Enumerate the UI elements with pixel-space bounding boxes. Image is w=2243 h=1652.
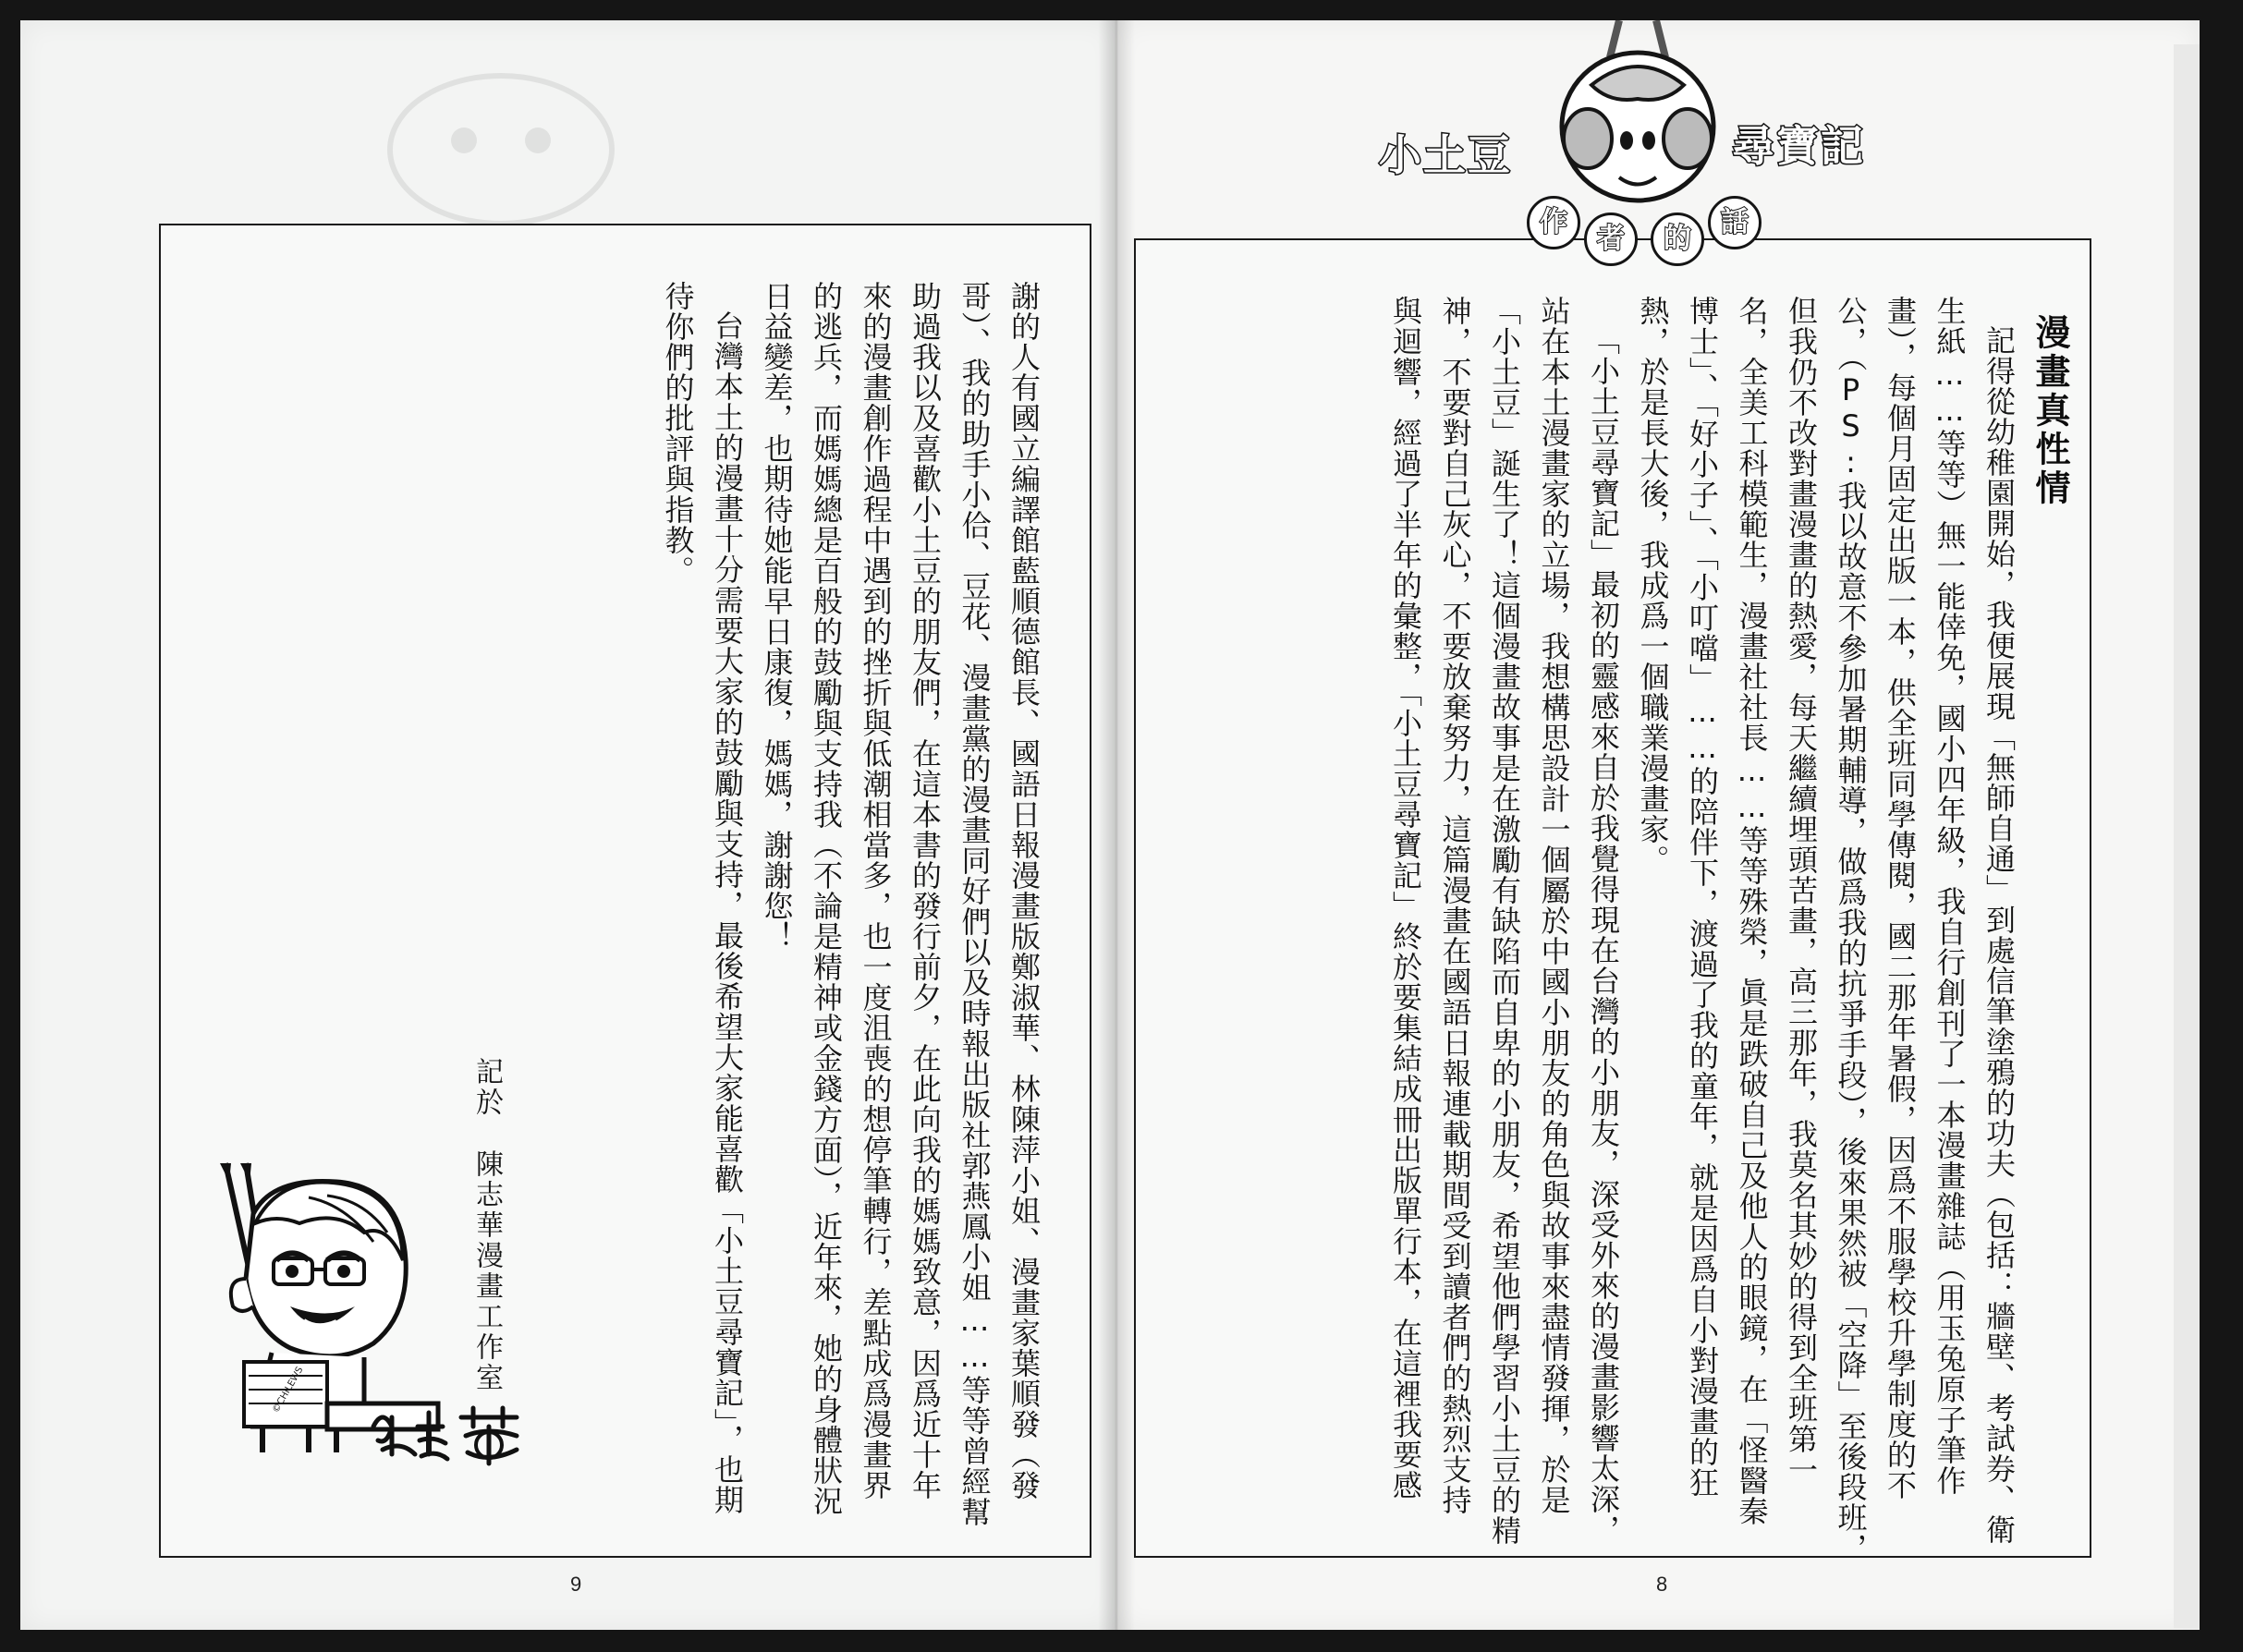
book-spread [20,20,2200,1630]
logo-subtitle-char-1: 作 [1527,196,1580,249]
left-text-column-8: 待你們的批評與指教。 [660,281,696,586]
right-text-column-11: 「小土豆」誕生了！這個漫畫故事是在激勵有缺陷而自卑的小朋友，希望他們學習小土豆的精 [1487,296,1522,1546]
left-text-column-6: 日益變差，也期待她能早日康復，媽媽，謝謝您！ [759,281,795,952]
page-number-right: 8 [1656,1573,1668,1596]
logo-subtitle-char-4: 話 [1708,196,1761,249]
logo-subtitle-char-3: 的 [1651,213,1704,266]
right-text-column-6: 名，全美工科模範生，漫畫社社長……等等殊榮，眞是跌破自己及他人的眼鏡，在「怪醫秦 [1734,296,1770,1526]
book-logo [1379,20,1896,270]
section-heading: 漫畫真性情 [2030,314,2070,508]
right-text-column-13: 與迴響，經過了半年的彙整，「小土豆尋寶記」終於要集結成冊出版單行本，在這裡我要感 [1388,296,1423,1500]
right-text-column-12: 神，不要對自己灰心，不要放棄努力，這篇漫畫在國語日報連載期間受到讀者們的熱烈支持 [1437,296,1473,1515]
right-text-column-10: 站在本土漫畫家的立場，我想構思設計一個屬於中國小朋友的角色與故事來盡情發揮，於是 [1536,296,1572,1515]
right-text-column-1: 記得從幼稚園開始，我便展現「無師自通」到處信筆塗鴉的功夫（包括：牆壁、考試券、衛 [1981,325,2017,1545]
autograph-signature [364,1399,530,1473]
page-edge [2174,44,2200,1628]
show-through-ghost-icon [316,48,760,251]
right-text-column-4: 公，（PS:我以故意不參加暑期輔導，做爲我的抗爭手段），後來果然被「空降」至後段班， [1833,296,1869,1563]
logo-title-left: 小土豆 [1379,130,1512,180]
right-text-frame [1134,238,2091,1563]
right-text-column-3: 畫），每個月固定出版一本，供全班同學傳閱，國二那年暑假，因爲不服學校升學制度的不 [1883,296,1918,1500]
logo-subtitle-char-2: 者 [1584,213,1638,266]
right-text-column-5: 但我仍不改對畫漫畫的熱愛，每天繼續埋頭苦畫，高三那年，我莫名其妙的得到全班第一 [1784,296,1819,1485]
right-text-column-8: 熱，於是長大後，我成爲一個職業漫畫家。 [1635,296,1671,875]
signature-prefix: 記於 [470,1057,503,1118]
logo-title-right: 尋寶記 [1732,121,1865,171]
left-text-column-7: 台灣本土的漫畫十分需要大家的鼓勵與支持，最後希望大家能喜歡「小土豆尋寶記」，也期 [710,310,745,1515]
book-gutter-shadow [1098,20,1135,1630]
signature-studio-name: 陳志華漫畫工作室 [470,1149,503,1393]
left-text-column-1: 謝的人有國立編譯館藍順德館長、國語日報漫畫版鄭淑華、林陳萍小姐、漫畫家葉順發（發 [1006,281,1042,1500]
right-text-column-2: 生紙……等等）無一能倖免，國小四年級，我自行創刊了一本漫畫雜誌（用玉兔原子筆作 [1932,296,1968,1496]
right-text-column-9: 「小土豆尋寶記」最初的靈感來自於我覺得現在台灣的小朋友，深受外來的漫畫影響太深， [1586,325,1621,1545]
right-text-column-7: 博士」、「好小子」、「小叮噹」……的陪伴下，渡過了我的童年，就是因爲自小對漫畫的狂 [1685,296,1720,1498]
potato-mascot-icon [1554,20,1721,233]
page-number-left: 9 [570,1573,582,1596]
left-text-column-4: 來的漫畫創作過程中遇到的挫折與低潮相當多，也一度沮喪的想停筆轉行，差點成爲漫畫界 [858,281,894,1500]
left-text-frame [159,224,1091,1558]
left-page [20,20,1115,1630]
left-text-column-3: 助過我以及喜歡小土豆的朋友們，在這本書的發行前夕，在此向我的媽媽致意，因爲近十年 [908,281,943,1500]
left-text-column-5: 的逃兵，而媽媽總是百般的鼓勵與支持我（不論是精神或金錢方面），近年來，她的身體狀況 [809,281,844,1516]
illustration-credit: ©CHILEWS [271,1365,306,1415]
left-text-column-2: 哥）、我的助手小佮、豆花、漫畫黨的漫畫同好們以及時報出版社郭燕鳳小姐……等等曾經幫 [957,281,993,1527]
